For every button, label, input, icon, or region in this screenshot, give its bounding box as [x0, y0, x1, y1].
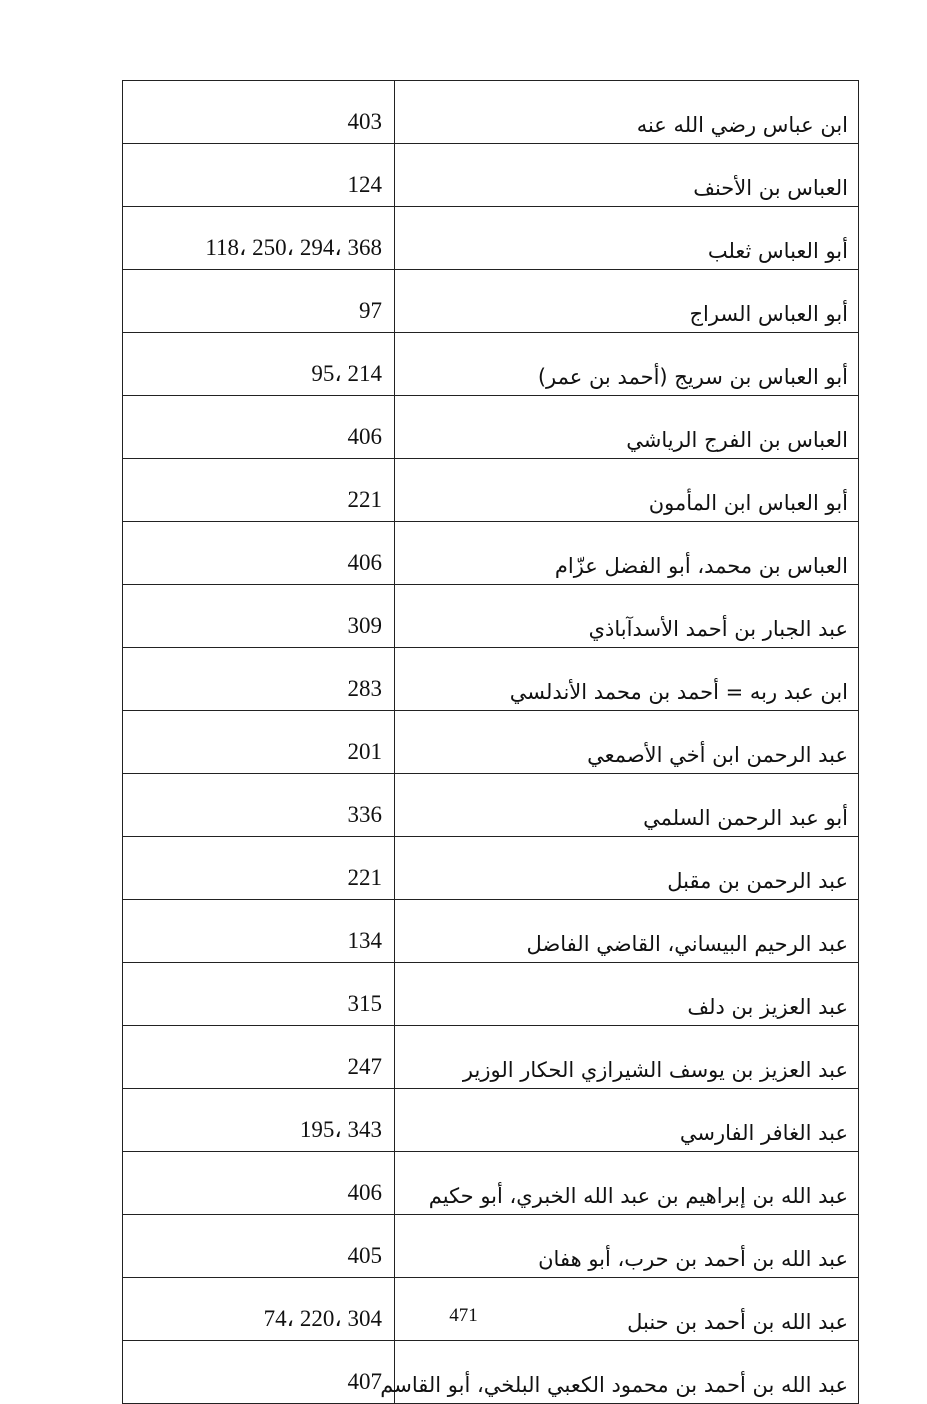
index-row	[123, 1341, 859, 1404]
person-name: عبد الجبار بن أحمد الأسدآباذي	[395, 585, 859, 648]
page-references: 118، 250، 294، 368	[123, 207, 395, 270]
person-name: عبد الرحمن ابن أخي الأصمعي	[395, 711, 859, 774]
person-name: عبد الغافر الفارسي	[395, 1089, 859, 1152]
page-references: 74، 220، 304	[123, 1278, 395, 1341]
index-row	[123, 459, 859, 522]
index-row	[123, 774, 859, 837]
person-name: العباس بن الفرج الرياشي	[395, 396, 859, 459]
index-row	[123, 144, 859, 207]
index-row	[123, 522, 859, 585]
index-row	[123, 207, 859, 270]
page-references: 221	[123, 837, 395, 900]
page-references: 97	[123, 270, 395, 333]
index-row	[123, 711, 859, 774]
person-name: عبد الله بن أحمد بن حنبل	[395, 1278, 859, 1341]
index-row	[123, 648, 859, 711]
page-references: 309	[123, 585, 395, 648]
page-references: 283	[123, 648, 395, 711]
index-row	[123, 585, 859, 648]
person-name: العباس بن الأحنف	[395, 144, 859, 207]
index-row	[123, 1026, 859, 1089]
index-row	[123, 396, 859, 459]
page-references: 407	[123, 1341, 395, 1404]
page-references: 201	[123, 711, 395, 774]
index-row	[123, 81, 859, 144]
person-name: عبد الله بن أحمد بن حرب، أبو هفان	[395, 1215, 859, 1278]
person-name: العباس بن محمد، أبو الفضل عزّام	[395, 522, 859, 585]
page-references: 247	[123, 1026, 395, 1089]
person-name: أبو العباس ثعلب	[395, 207, 859, 270]
index-row	[123, 900, 859, 963]
page-references: 406	[123, 522, 395, 585]
page-references: 403	[123, 81, 395, 144]
index-row	[123, 1152, 859, 1215]
page-references: 336	[123, 774, 395, 837]
person-name: أبو عبد الرحمن السلمي	[395, 774, 859, 837]
person-name: أبو العباس ابن المأمون	[395, 459, 859, 522]
person-name: أبو العباس بن سريج (أحمد بن عمر)	[395, 333, 859, 396]
index-row	[123, 1089, 859, 1152]
page-references: 406	[123, 396, 395, 459]
index-table-body	[123, 81, 859, 1404]
index-row	[123, 333, 859, 396]
person-name: عبد الله بن أحمد بن محمود الكعبي البلخي، أبو القاسم	[395, 1341, 859, 1404]
page-references: 134	[123, 900, 395, 963]
person-name: عبد العزيز بن يوسف الشيرازي الحكار الوزير	[395, 1026, 859, 1089]
index-table	[122, 80, 859, 1404]
person-name: عبد الرحيم البيساني، القاضي الفاضل	[395, 900, 859, 963]
page-number: 471	[449, 1305, 478, 1326]
person-name: ابن عباس رضي الله عنه	[395, 81, 859, 144]
page-references: 124	[123, 144, 395, 207]
page-references: 315	[123, 963, 395, 1026]
page-references: 221	[123, 459, 395, 522]
index-row	[123, 1215, 859, 1278]
person-name: عبد الله بن إبراهيم بن عبد الله الخبري، أبو حكيم	[395, 1152, 859, 1215]
person-name: عبد العزيز بن دلف	[395, 963, 859, 1026]
page-references: 195، 343	[123, 1089, 395, 1152]
person-name: أبو العباس السراج	[395, 270, 859, 333]
index-row	[123, 963, 859, 1026]
page-references: 95، 214	[123, 333, 395, 396]
index-row	[123, 270, 859, 333]
page-references: 406	[123, 1152, 395, 1215]
person-name: ابن عبد ربه = أحمد بن محمد الأندلسي	[395, 648, 859, 711]
person-name: عبد الرحمن بن مقبل	[395, 837, 859, 900]
index-row	[123, 837, 859, 900]
page-references: 405	[123, 1215, 395, 1278]
